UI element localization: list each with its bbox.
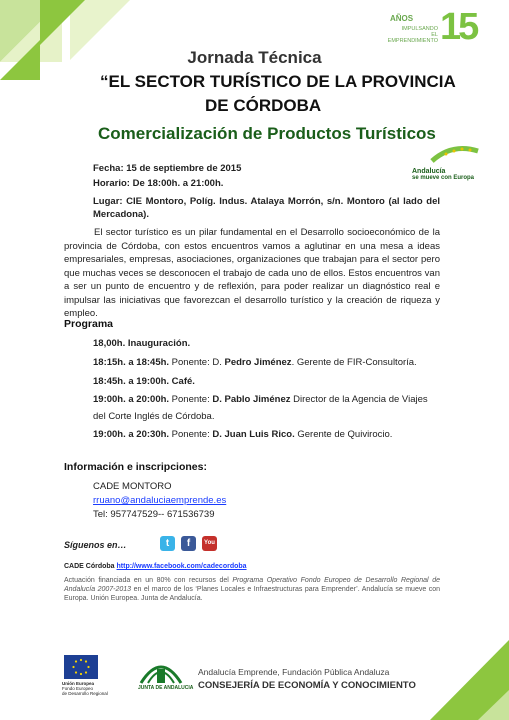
eu-label: Unión Europea Fondo Europeo de Desarrollo Regional (62, 681, 108, 696)
info-heading: Información e inscripciones: (64, 461, 207, 473)
andalucia-europa-logo: Andalucía se mueve con Europa (412, 145, 482, 177)
event-schedule: Horario: De 18:00h. a 21:00h. (93, 178, 224, 189)
eu-flag-logo (64, 655, 98, 679)
footer-foundation: Andalucía Emprende, Fundación Pública Andaluza (198, 667, 390, 677)
event-title-line1: “EL SECTOR TURÍSTICO DE LA PROVINCIA (100, 72, 456, 91)
facebook-icon[interactable]: f (181, 536, 196, 551)
program-item: 19:00h. a 20:00h. Ponente: D. Pablo Jiménez Director de la Agencia de Viajes (93, 394, 428, 405)
phone-text: Tel: 957747529-- 671536739 (93, 509, 215, 520)
social-label: Síguenos en… (64, 540, 127, 550)
event-type: Jornada Técnica (187, 48, 322, 67)
event-subtitle: Comercialización de Productos Turísticos (98, 124, 436, 143)
program-item: 18:15h. a 18:45h. Ponente: D. Pedro Jiménez. Gerente de FIR-Consultoría. (93, 357, 417, 368)
program-item: 19:00h. a 20:30h. Ponente: D. Juan Luis Rico. Gerente de Quivirocio. (93, 429, 393, 440)
program-item: del Corte Inglés de Córdoba. (93, 411, 215, 422)
funding-note: Actuación financiada en un 80% con recursos del Programa Operativo Fondo Europeo de Desarrollo Regional de Andalucía 2007-2013 en el marco de los ‘Planes Locales e Infraestructuras para Emprender’. Andalucía se mueve con Europa. Unión Europea. Junta de Andalucía. (64, 577, 440, 602)
eu-stars-icon (412, 145, 482, 163)
intro-paragraph: El sector turístico es un pilar fundamental en el Desarrollo socioeconómico de la provincia de Córdoba, con estos encuentros vamos a aglutinar en una mesa a ideas empresariales, empresas, asociaciones, organizaciones que trabajan para el sector pero que muchas veces se desconocen el trabajo de cada uno de ellos. Estos encuentros van a ser un punto de encuentro y de reflexión, para poder realizar un diagnóstico real e impulsar las iniciativas que favorezcan el desarrollo turístico y la creación de riqueza y empleo. (64, 227, 440, 319)
junta-andalucia-logo (136, 655, 186, 685)
program-item: 18:45h. a 19:00h. Café. (93, 376, 195, 387)
footer-consejeria: CONSEJERÍA DE ECONOMÍA Y CONOCIMIENTO (198, 680, 416, 691)
org-name: CADE MONTORO (93, 481, 172, 492)
15-anos-logo: AÑOS IMPULSANDO EL EMPRENDIMIENTO 15 (387, 6, 477, 48)
cade-line: CADE Córdoba http://www.facebook.com/cadecordoba (64, 563, 247, 570)
youtube-icon[interactable]: You (202, 536, 217, 551)
junta-label: JUNTA DE ANDALUCIA (138, 685, 194, 691)
program-heading: Programa (64, 318, 114, 330)
email-link[interactable]: rruano@andaluciaemprende.es (93, 495, 227, 506)
program-item: 18,00h. Inauguración. (93, 338, 191, 349)
event-location: Lugar: CIE Montoro, Políg. Indus. Atalaya Morrón, s/n. Montoro (al lado del Mercadona). (93, 196, 440, 220)
twitter-icon[interactable]: t (160, 536, 175, 551)
event-title-line2: DE CÓRDOBA (205, 96, 322, 115)
event-date: Fecha: 15 de septiembre de 2015 (93, 163, 242, 174)
cade-facebook-link[interactable]: http://www.facebook.com/cadecordoba (116, 563, 247, 570)
